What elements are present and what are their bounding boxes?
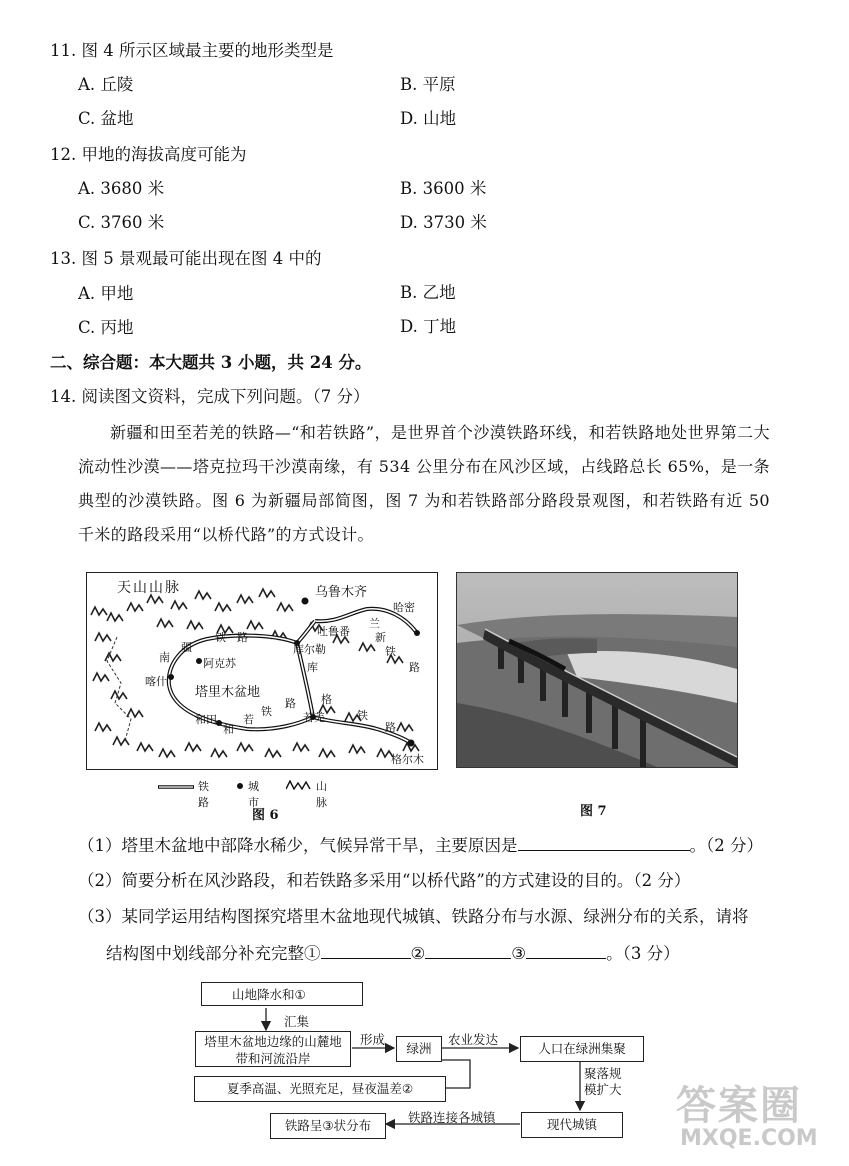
q14-sub1-blank[interactable] bbox=[518, 834, 690, 851]
flow-label-agriculture: 农业发达 bbox=[448, 1032, 499, 1047]
map-label-tarim: 塔里木盆地 bbox=[195, 685, 261, 700]
xinjiang-map bbox=[87, 573, 437, 769]
city-legend-icon bbox=[236, 782, 244, 790]
flow-label-form: 形成 bbox=[360, 1032, 386, 1047]
flow-box-oasis: 绿洲 bbox=[396, 1036, 442, 1062]
map-label-hetian: 和田 bbox=[195, 713, 217, 726]
legend-city-label: 城市 bbox=[248, 780, 259, 809]
q12-option-c: C. 3760 米 bbox=[78, 213, 165, 232]
q14-sub1 bbox=[78, 834, 763, 857]
map-label-xin: 新 bbox=[375, 631, 386, 644]
q13-stem: 13. 图 5 景观最可能出现在图 4 中的 bbox=[50, 249, 322, 268]
q11-option-c: C. 盆地 bbox=[78, 109, 134, 128]
flow-box-town: 现代城镇 bbox=[521, 1112, 623, 1138]
map-label-lu4: 路 bbox=[237, 631, 248, 644]
q12-stem: 12. 甲地的海拔高度可能为 bbox=[50, 145, 247, 164]
q14-sub3-line1: （3）某同学运用结构图探究塔里木盆地现代城镇、铁路分布与水源、绿洲分布的关系，请将 bbox=[78, 907, 749, 926]
flow-box-climate: 夏季高温、光照充足，昼夜温差② bbox=[194, 1076, 446, 1102]
q14-sub3-blank2[interactable] bbox=[425, 942, 511, 959]
map-label-lan: 兰 bbox=[369, 617, 380, 630]
q14-sub2: （2）简要分析在风沙路段，和若铁路多采用“以桥代路”的方式建设的目的。（2 分） bbox=[78, 871, 691, 890]
map-label-kashi: 喀什 bbox=[145, 675, 167, 688]
map-label-nan: 南 bbox=[159, 651, 170, 664]
bridge-photo-illustration bbox=[457, 573, 737, 767]
flow-label-gather: 汇集 bbox=[284, 1014, 310, 1029]
map-label-lu1: 路 bbox=[409, 661, 420, 674]
watermark-url: MXQE.COM bbox=[680, 1126, 818, 1151]
map-label-korla: 库尔勒 bbox=[293, 643, 326, 656]
legend-mountain-label: 山脉 bbox=[316, 780, 327, 809]
map-label-aksu: 阿克苏 bbox=[203, 657, 236, 670]
watermark-logo: 答案圈 bbox=[676, 1083, 802, 1129]
q13-option-d: D. 丁地 bbox=[400, 317, 457, 336]
map-label-turpan: 吐鲁番 bbox=[317, 625, 350, 638]
flow-box-railway: 铁路呈③状分布 bbox=[270, 1113, 386, 1139]
flow-box-population: 人口在绿洲集聚 bbox=[520, 1036, 644, 1062]
flow-box-precipitation: 山地降水和① bbox=[201, 982, 363, 1006]
map-label-tie3: 铁 bbox=[357, 709, 368, 722]
flow-box-piedmont: 塔里木盆地边缘的山麓地带和河流沿岸 bbox=[195, 1031, 351, 1067]
q13-option-a: A. 甲地 bbox=[78, 284, 134, 303]
map-figure bbox=[86, 572, 438, 770]
q14-sub3-circle3: ③ bbox=[511, 944, 527, 963]
q11-option-b: B. 平原 bbox=[400, 75, 456, 94]
map-label-tie1: 铁 bbox=[385, 645, 396, 658]
rail-legend-icon bbox=[158, 782, 198, 792]
q14-sub3-line2 bbox=[106, 942, 680, 965]
mountain-legend-icon bbox=[286, 780, 316, 790]
map-label-tie4: 铁 bbox=[215, 631, 226, 644]
q12-option-b: B. 3600 米 bbox=[400, 179, 487, 198]
map-label-ruo: 若 bbox=[243, 713, 254, 726]
map-label-he: 和 bbox=[223, 723, 234, 736]
map-label-ge: 格 bbox=[321, 693, 332, 706]
q13-option-b: B. 乙地 bbox=[400, 283, 456, 302]
map-label-urumqi: 乌鲁木齐 bbox=[315, 585, 368, 600]
figure6-caption: 图 6 bbox=[252, 808, 279, 823]
map-label-lu2: 路 bbox=[285, 697, 296, 710]
q12-option-a: A. 3680 米 bbox=[78, 179, 165, 198]
figure7-caption: 图 7 bbox=[580, 804, 607, 819]
q14-sub1-text: （1）塔里木盆地中部降水稀少，气候异常干旱，主要原因是 bbox=[78, 836, 518, 855]
q14-stem: 14. 阅读图文资料，完成下列问题。（7 分） bbox=[50, 387, 370, 406]
q14-sub3-circle2: ② bbox=[410, 944, 426, 963]
map-label-ku: 库 bbox=[307, 661, 318, 674]
border-line bbox=[107, 637, 131, 741]
q11-stem: 11. 图 4 所示区域最主要的地形类型是 bbox=[50, 41, 334, 60]
map-label-tianshan: 天山山脉 bbox=[117, 580, 181, 596]
q11-option-a: A. 丘陵 bbox=[78, 75, 134, 94]
q14-sub3-score: 。（3 分） bbox=[606, 944, 680, 963]
flow-label-connect: 铁路连接各城镇 bbox=[408, 1110, 496, 1125]
section-heading: 二、综合题：本大题共 3 小题，共 24 分。 bbox=[50, 353, 372, 372]
q11-option-d: D. 山地 bbox=[400, 109, 457, 128]
q13-option-c: C. 丙地 bbox=[78, 318, 134, 337]
q14-sub3-blank1[interactable] bbox=[321, 942, 411, 959]
legend-rail-label: 铁路 bbox=[198, 780, 209, 809]
map-label-ruoqiang: 若羌 bbox=[303, 711, 325, 724]
map-label-lu3: 路 bbox=[385, 721, 396, 734]
q14-sub3-prompt: 结构图中划线部分补充完整① bbox=[106, 944, 321, 963]
q14-sub1-score: 。（2 分） bbox=[689, 836, 763, 855]
map-label-hami: 哈密 bbox=[393, 601, 415, 614]
q14-passage: 新疆和田至若羌的铁路—“和若铁路”，是世界首个沙漠铁路环线，和若铁路地处世界第二大流动性沙漠——塔克拉玛干沙漠南缘，有 534 公里分布在风沙区域，占线路总长 65%，是一条典型的沙漠铁路。图 6 为新疆局部简图，图 7 为和若铁路部分路段景观图，和若铁路有近 50 千米的路段采用“以桥代路”的方式设计。 bbox=[78, 423, 770, 544]
flow-label-expand: 聚落规模扩大 bbox=[584, 1066, 622, 1097]
q12-option-d: D. 3730 米 bbox=[400, 213, 487, 232]
bridge-photo bbox=[456, 572, 738, 768]
q14-sub3-blank3[interactable] bbox=[526, 942, 606, 959]
map-label-tie2: 铁 bbox=[261, 705, 272, 718]
map-label-golmud: 格尔木 bbox=[391, 753, 424, 766]
map-label-jiang: 疆 bbox=[181, 641, 192, 654]
